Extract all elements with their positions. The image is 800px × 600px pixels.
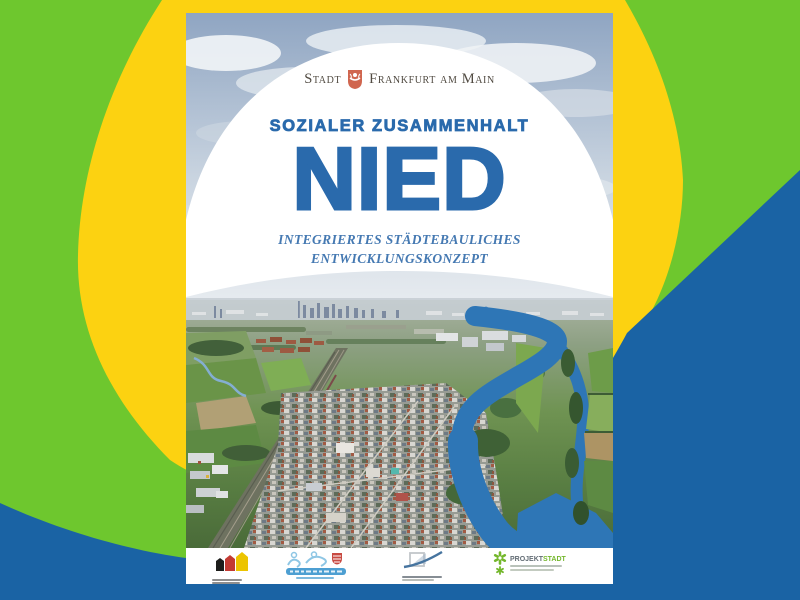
staedtebaufoerderung-logo <box>212 551 250 584</box>
city-logo <box>186 69 613 89</box>
city-logo-suffix: Frankfurt am Main <box>369 70 495 87</box>
report-title: NIED <box>292 129 507 228</box>
square-swoosh-icon <box>402 551 466 569</box>
partner-logo-strip <box>186 548 613 584</box>
three-houses-icon <box>212 551 250 572</box>
program-name: SOZIALER ZUSAMMENHALT <box>269 117 530 135</box>
projektstadt-mark <box>492 551 576 578</box>
subtitle-line-2: ENTWICKLUNGSKONZEPT <box>310 250 489 266</box>
projektstadt-label-green: STADT <box>543 556 566 563</box>
frankfurt-crest-icon <box>347 69 363 89</box>
hessen-figures-and-crest-icon <box>284 551 350 580</box>
projektstadt-logo <box>492 551 576 583</box>
report-subtitle <box>186 231 613 268</box>
subtitle-line-1: INTEGRIERTES STÄDTEBAULICHES <box>278 232 521 247</box>
fine-print-lines <box>212 579 250 584</box>
stadtplanungsamt-logo <box>402 551 466 581</box>
pinwheel-icon-small <box>497 567 503 574</box>
fine-print-lines <box>402 576 466 581</box>
projektstadt-label-dark: PROJEKT <box>510 556 544 563</box>
document-page <box>186 13 613 584</box>
hessen-program-logo <box>284 551 350 584</box>
city-logo-prefix: Stadt <box>304 70 342 87</box>
